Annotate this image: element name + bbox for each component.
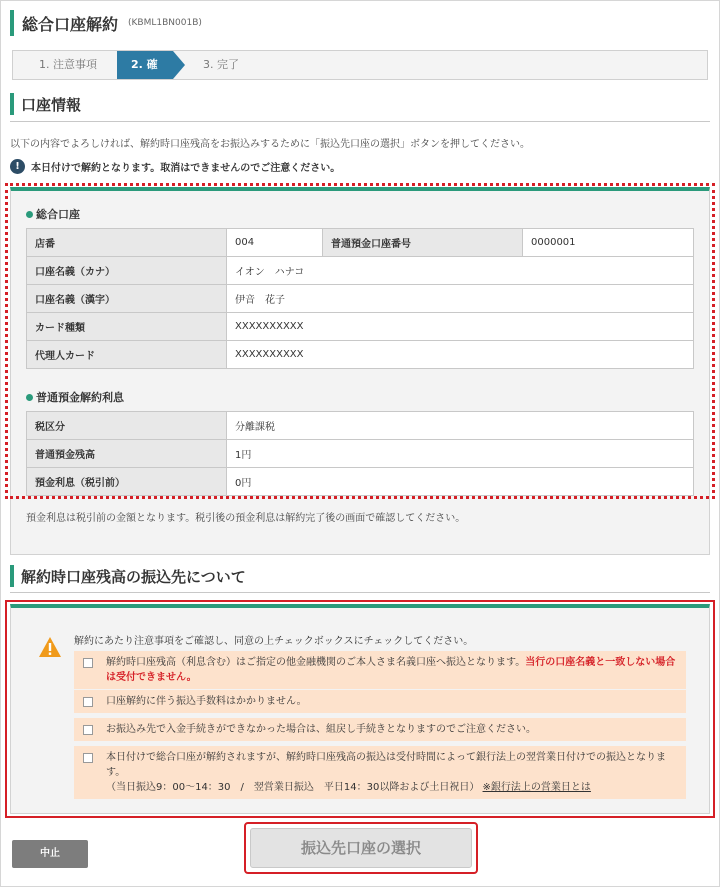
- consent-warning-1: 当行の口座名義と一致しない場合は受付できません。: [106, 657, 676, 683]
- screen-code: (KBML1BN001B): [128, 18, 202, 28]
- table-row: [27, 468, 694, 496]
- consent-checkbox-3[interactable]: [83, 725, 93, 735]
- divider: [10, 592, 710, 593]
- consent-hours-text: （当日振込9：00〜14：30 / 翌営業日振込 平日14：30以降および土日祝日）: [106, 782, 480, 793]
- subsection-title-interest: [26, 389, 124, 405]
- cancel-button[interactable]: 中止: [12, 840, 88, 868]
- intro-text: 以下の内容でよろしければ、解約時口座残高をお振込みするために「振込先口座の選択」ボタンを押してください。: [10, 139, 530, 150]
- subsection-title-text: 総合口座: [36, 208, 80, 221]
- subsection-title-account: [26, 206, 80, 222]
- bullet-icon: [26, 211, 33, 218]
- consent-item-4[interactable]: [74, 746, 686, 799]
- consent-text-3: お振込み先で入金手続きができなかった場合は、組戻し手続きとなりますのでご注意ください。: [106, 724, 536, 735]
- interest-table: [26, 411, 694, 496]
- agent-card-value: XXXXXXXXXX: [227, 341, 694, 369]
- branch-label: 店番: [27, 229, 227, 257]
- consent-item-1[interactable]: [74, 651, 686, 689]
- kanji-name-value: 伊音 花子: [227, 285, 694, 313]
- warning-message: [10, 159, 340, 174]
- divider: [10, 121, 710, 122]
- consent-checkbox-1[interactable]: [83, 658, 93, 668]
- table-row: [27, 412, 694, 440]
- kana-name-label: 口座名義（カナ）: [27, 257, 227, 285]
- branch-value: 004: [227, 229, 323, 257]
- bullet-icon: [26, 394, 33, 401]
- consent-intro: 解約にあたり注意事項をご確認し、同意の上チェックボックスにチェックしてください。: [74, 636, 474, 647]
- page-title: [10, 10, 202, 36]
- step-confirm: 2. 確認: [117, 51, 173, 79]
- tax-category-label: 税区分: [27, 412, 227, 440]
- table-row: [27, 440, 694, 468]
- tax-category-value: 分離課税: [227, 412, 694, 440]
- agent-card-label: 代理人カード: [27, 341, 227, 369]
- select-transfer-account-button[interactable]: 振込先口座の選択: [250, 828, 472, 868]
- interest-value: 0円: [227, 468, 694, 496]
- section-title-account-info: 口座情報: [10, 93, 81, 115]
- consent-text-2: 口座解約に伴う振込手数料はかかりません。: [106, 696, 307, 707]
- step-notes: 1. 注意事項: [39, 58, 97, 71]
- table-row: [27, 257, 694, 285]
- table-row: [27, 229, 694, 257]
- kana-name-value: イオン ハナコ: [227, 257, 694, 285]
- table-row: [27, 341, 694, 369]
- warning-triangle-icon: [38, 636, 62, 658]
- card-type-label: カード種類: [27, 313, 227, 341]
- kanji-name-label: 口座名義（漢字）: [27, 285, 227, 313]
- business-day-link[interactable]: ※銀行法上の営業日とは: [482, 782, 591, 793]
- account-number-value: 0000001: [523, 229, 694, 257]
- account-number-label: 普通預金口座番号: [323, 229, 523, 257]
- table-row: [27, 285, 694, 313]
- consent-item-3[interactable]: [74, 718, 686, 741]
- page-title-text: 総合口座解約: [22, 14, 119, 34]
- table-row: [27, 313, 694, 341]
- interest-label: 預金利息（税引前）: [27, 468, 227, 496]
- interest-note: 預金利息は税引前の金額となります。税引後の預金利息は解約完了後の画面で確認してください。: [26, 513, 466, 524]
- exclamation-icon: !: [10, 159, 25, 174]
- consent-text-1: 解約時口座残高（利息含む）はご指定の他金融機関のご本人さま名義口座へ振込となります。: [106, 657, 526, 668]
- consent-checkbox-4[interactable]: [83, 753, 93, 763]
- subsection-title-text: 普通預金解約利息: [36, 391, 124, 404]
- section-title-transfer: 解約時口座残高の振込先について: [10, 565, 246, 587]
- balance-value: 1円: [227, 440, 694, 468]
- step-complete: 3. 完了: [203, 58, 239, 71]
- warning-text: 本日付けで解約となります。取消はできませんのでご注意ください。: [31, 163, 341, 174]
- balance-label: 普通預金残高: [27, 440, 227, 468]
- consent-checkbox-2[interactable]: [83, 697, 93, 707]
- consent-item-2[interactable]: [74, 690, 686, 713]
- card-type-value: XXXXXXXXXX: [227, 313, 694, 341]
- progress-steps: [12, 50, 708, 99]
- consent-text-4: 本日付けで総合口座が解約されますが、解約時口座残高の振込は受付時間によって銀行法上の翌営業日付けでの振込となります。: [106, 752, 666, 778]
- account-table: [26, 228, 694, 369]
